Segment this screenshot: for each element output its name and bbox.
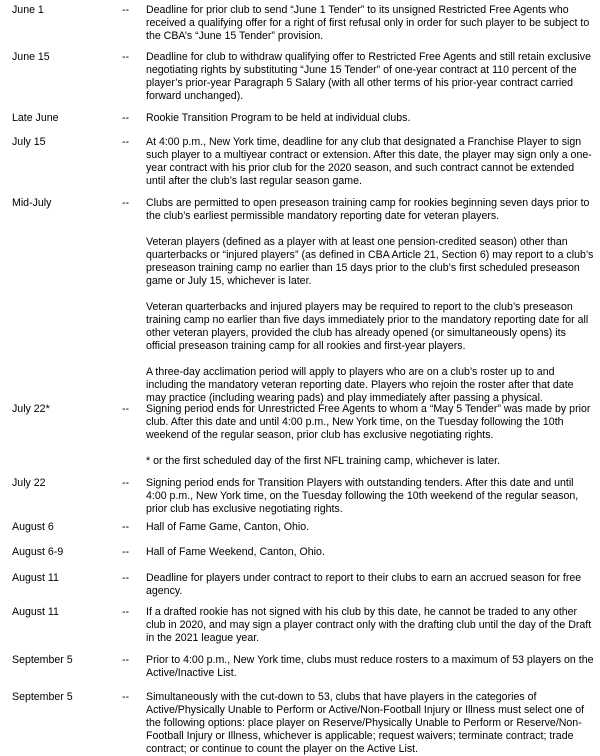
entry-description xyxy=(146,197,594,405)
entry-paragraph: Deadline for players under contract to report to their clubs to earn an accrued season for free agency. xyxy=(146,572,582,597)
entry-description xyxy=(146,606,594,645)
entry-description xyxy=(146,136,594,188)
entry-description xyxy=(146,691,594,756)
entry-paragraph: Signing period ends for Unrestricted Free Agents to whom a “May 5 Tender” was made by prior club. After this date and until 4:00 p.m., New York time, on the Tuesday following the 10th weekend of the regular season, prior club has exclusive negotiating rights. xyxy=(146,403,591,441)
entry-date: July 15 xyxy=(12,136,46,148)
entry-description xyxy=(146,654,594,680)
entry-separator: -- xyxy=(122,112,130,124)
entry-date: July 22* xyxy=(12,403,50,415)
entry-date: August 6 xyxy=(12,521,54,533)
entry-paragraph: Simultaneously with the cut-down to 53, clubs that have players in the categories of Active/Physically Unable to Perform or Active/Non-Football Injury or Illness must select one of the following options: place player on Reserve/Physically Unable to Perform or Reserve/Non-Football Injury or Illness, whichever is applicable; request waivers; terminate contract; trade contract; or continue to count the player on the Active List. xyxy=(146,691,585,755)
entry-paragraph: Hall of Fame Game, Canton, Ohio. xyxy=(146,521,310,533)
entry-separator: -- xyxy=(122,51,130,63)
entry-paragraph: Veteran quarterbacks and injured players may be required to report to the club’s preseason training camp no earlier than five days immediately prior to the mandatory reporting date for all other veteran players, provided the club has already opened (or simultaneously opens) its official preseason training camp for all rookies and first-year players. xyxy=(146,301,589,352)
entry-date: September 5 xyxy=(12,691,73,703)
entry-separator: -- xyxy=(122,197,130,209)
entry-paragraph: Veteran players (defined as a player with at least one pension-credited season) other than quarterbacks or “injured players” (as defined in CBA Article 21, Section 6) may report to a club’s preseason training camp no earlier than 15 days prior to the club’s first scheduled preseason game or July 15, whichever is later. xyxy=(146,236,594,287)
entry-description xyxy=(146,51,594,103)
entry-separator: -- xyxy=(122,691,130,703)
entry-separator: -- xyxy=(122,4,130,16)
entry-separator: -- xyxy=(122,572,130,584)
entry-date: September 5 xyxy=(12,654,73,666)
entry-date: June 1 xyxy=(12,4,44,16)
entry-description xyxy=(146,521,594,534)
entry-date: July 22 xyxy=(12,477,46,489)
entry-date: Mid-July xyxy=(12,197,52,209)
entry-description xyxy=(146,546,594,559)
entry-date: August 11 xyxy=(12,572,59,584)
entry-separator: -- xyxy=(122,477,130,489)
entry-separator: -- xyxy=(122,403,130,415)
entry-paragraph: If a drafted rookie has not signed with his club by this date, he cannot be traded to any other club in 2020, and may sign a player contract only with the drafting club until the day of the Draft in the 2021 league year. xyxy=(146,606,592,644)
entry-description xyxy=(146,477,594,516)
entry-description xyxy=(146,572,594,598)
entry-description xyxy=(146,112,594,125)
entry-separator: -- xyxy=(122,136,130,148)
entry-description xyxy=(146,403,594,468)
entry-paragraph: Prior to 4:00 p.m., New York time, clubs must reduce rosters to a maximum of 53 players on the Active/Inactive List. xyxy=(146,654,594,679)
entry-description xyxy=(146,4,594,43)
entry-paragraph: A three-day acclimation period will apply to players who are on a club’s roster up to and including the mandatory veteran reporting date. Players who rejoin the roster after that date may practice (including wearing pads) and play immediately after passing a physical. xyxy=(146,366,574,404)
entry-paragraph: Signing period ends for Transition Players with outstanding tenders. After this date and until 4:00 p.m., New York time, on the Tuesday following the 10th weekend of the regular season, prior club has exclusive negotiating rights. xyxy=(146,477,579,515)
entry-paragraph: Deadline for prior club to send “June 1 Tender” to its unsigned Restricted Free Agents who received a qualifying offer for a right of first refusal only in order for such player to be subject to the CBA’s “June 15 Tender” provision. xyxy=(146,4,590,42)
entry-date: August 11 xyxy=(12,606,59,618)
entry-paragraph: At 4:00 p.m., New York time, deadline for any club that designated a Franchise Player to sign such player to a multiyear contract or extension. After this date, the player may sign only a one-year contract with his prior club for the 2020 season, and such contract cannot be extended until after the club’s last regular season game. xyxy=(146,136,592,187)
entry-paragraph: Deadline for club to withdraw qualifying offer to Restricted Free Agents and still retain exclusive negotiating rights by substituting “June 15 Tender” of one-year contract at 110 percent of the player’s prior-year Paragraph 5 Salary (with all other terms of his prior-year contract carried forward unchanged). xyxy=(146,51,591,102)
entry-paragraph: Hall of Fame Weekend, Canton, Ohio. xyxy=(146,546,325,558)
entry-paragraph: Rookie Transition Program to be held at individual clubs. xyxy=(146,112,411,124)
entry-separator: -- xyxy=(122,606,130,618)
entry-separator: -- xyxy=(122,546,130,558)
entry-date: Late June xyxy=(12,112,59,124)
entry-paragraph: Clubs are permitted to open preseason training camp for rookies beginning seven days prior to the club’s earliest permissible mandatory reporting date for veteran players. xyxy=(146,197,590,222)
entry-separator: -- xyxy=(122,521,130,533)
entry-paragraph: * or the first scheduled day of the first NFL training camp, whichever is later. xyxy=(146,455,501,467)
entry-separator: -- xyxy=(122,654,130,666)
entry-date: August 6-9 xyxy=(12,546,64,558)
entry-date: June 15 xyxy=(12,51,50,63)
